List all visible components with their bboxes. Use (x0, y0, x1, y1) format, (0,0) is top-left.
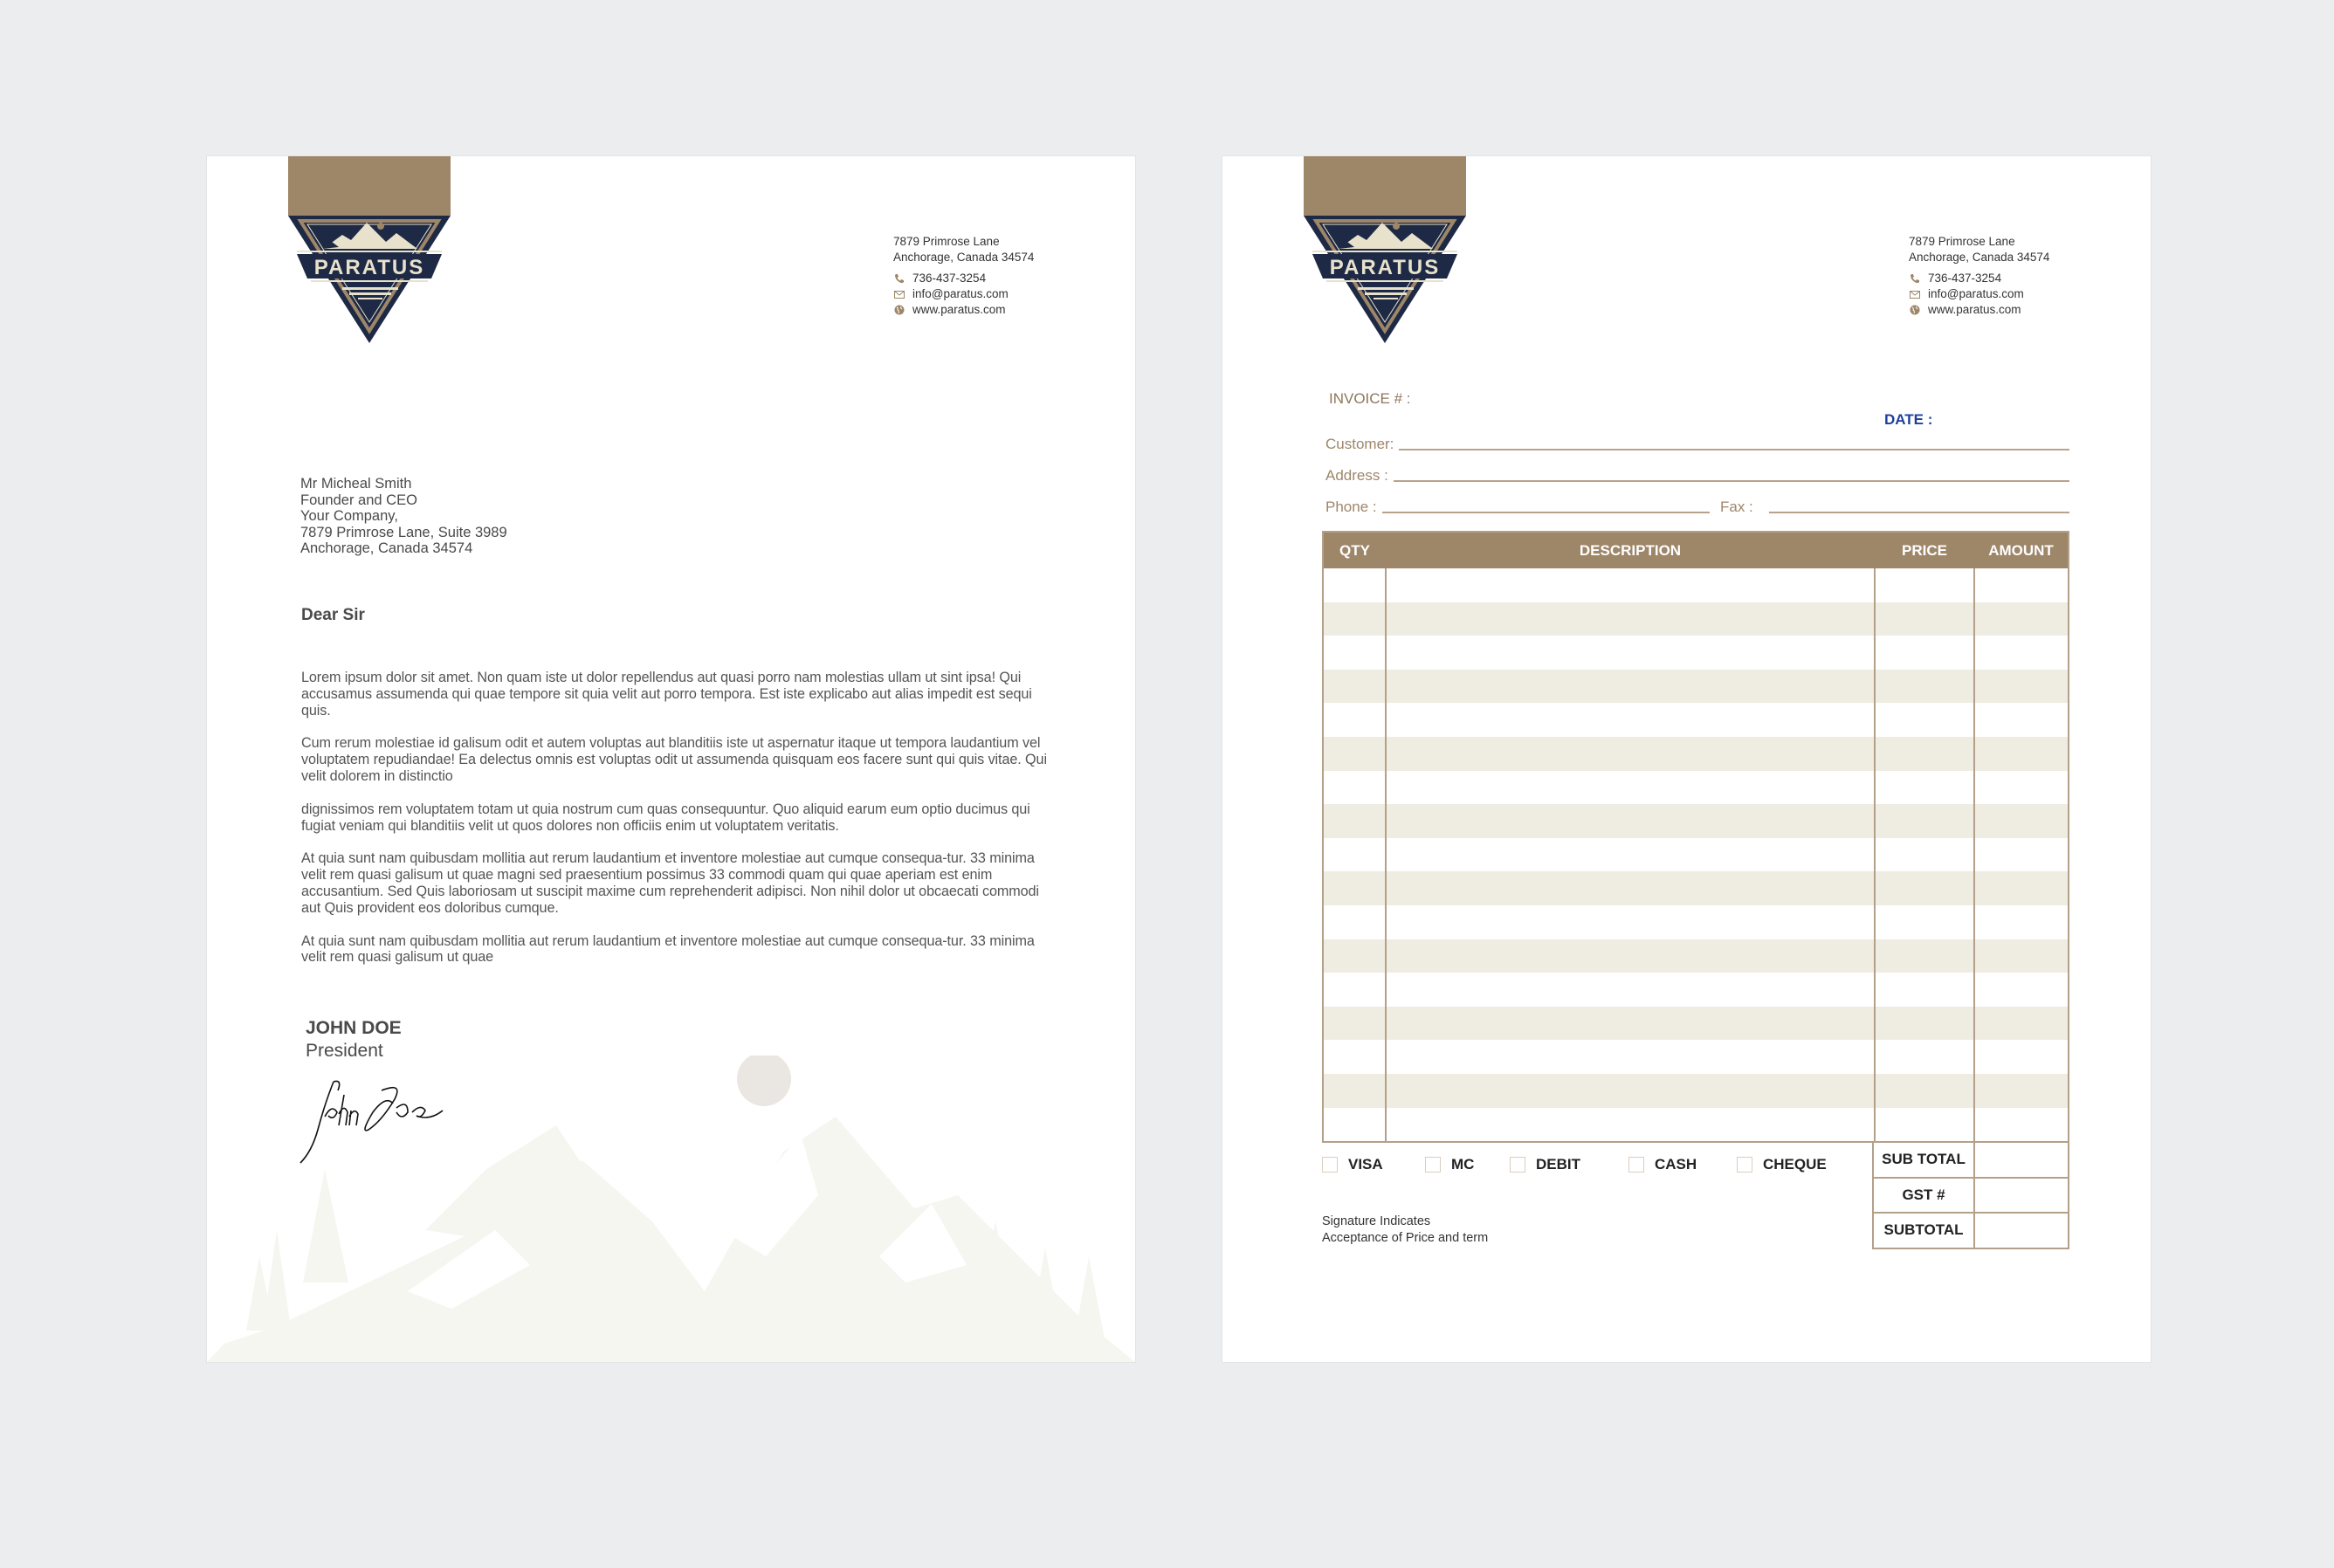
gst-row (1874, 1177, 2068, 1213)
recipient-company: Your Company, (300, 508, 398, 525)
paragraph: At quia sunt nam quibusdam mollitia aut rerum laudantium et inventore molestiae aut cumque consequa-tur. 33 minima velit rem quasi galisum ut quae magni sed praesentium possimus 33 commodi quam qui quae aperiam est enim accusantium. Sed Quis laboriosam ut suscipit maxime cum reprehenderit adipisci. Non nihil dolor ut obcaecati commodi aut Quis provident eos doloribus cumque. (301, 850, 1039, 916)
address-line-2: Anchorage, Canada 34574 (1909, 251, 2050, 264)
table-row[interactable] (1324, 973, 2068, 1007)
phone-text: 736-437-3254 (1928, 272, 2002, 285)
phone-icon (893, 272, 905, 285)
column-header-description: DESCRIPTION (1579, 541, 1682, 559)
table-row[interactable] (1324, 636, 2068, 670)
paragraph: At quia sunt nam quibusdam mollitia aut rerum laudantium et inventore molestiae aut cumque consequa-tur. 33 minima velit rem quasi galisum ut quae (301, 932, 1035, 966)
column-divider (1874, 568, 1876, 1141)
globe-icon (1909, 304, 1921, 316)
signature-note-line: Signature Indicates (1322, 1214, 1431, 1228)
phone-icon (1909, 272, 1921, 285)
address-line-1: 7879 Primrose Lane (893, 235, 1000, 248)
recipient-city: Anchorage, Canada 34574 (300, 540, 473, 557)
phone-label: Phone : (1325, 499, 1377, 515)
payment-label: MC (1451, 1156, 1475, 1173)
mail-icon (893, 288, 905, 300)
customer-label: Customer: (1325, 436, 1394, 452)
letter-body (301, 670, 1052, 982)
email-link[interactable]: info@paratus.com (1928, 287, 2024, 300)
table-row[interactable] (1324, 602, 2068, 636)
checkbox[interactable] (1737, 1157, 1752, 1173)
fax-input-line[interactable] (1769, 512, 2069, 513)
address-input-line[interactable] (1394, 480, 2069, 482)
recipient-address (300, 476, 507, 557)
date-label: DATE : (1884, 411, 1933, 428)
mail-icon (1909, 288, 1921, 300)
paragraph: Cum rerum molestiae id galisum odit et autem voluptas aut blanditiis iste ut aspernatur itaque ut tempora laudantium vel voluptatem repudiandae! Ea delectus omnis est voluptas odit ut assumenda quisquam eos facere sunt qui quis vitae. Qui velit dolorem in distinctio (301, 735, 1047, 784)
payment-option-debit[interactable] (1510, 1156, 1628, 1173)
letterhead-page (207, 156, 1135, 1362)
signature-note (1322, 1214, 1488, 1247)
recipient-title: Founder and CEO (300, 492, 417, 508)
gst-label: GST # (1874, 1179, 1975, 1213)
paragraph: Lorem ipsum dolor sit amet. Non quam iste ut dolor repellendus aut quasi porro nam molestias ullam ut sint ipsa! Qui accusamus assumenda qui quae tempore sit quia velit aut porro tempora. Est iste explicabo aut alias impedit est sequi quis. (301, 670, 1032, 719)
column-header-price: PRICE (1902, 541, 1947, 559)
website-link[interactable]: www.paratus.com (1928, 303, 2021, 316)
total-label: SUBTOTAL (1874, 1214, 1975, 1248)
svg-text:PARATUS: PARATUS (313, 256, 425, 279)
payment-methods (1322, 1156, 1827, 1173)
signer-name: JOHN DOE (306, 1018, 402, 1038)
svg-text:PARATUS: PARATUS (1329, 256, 1441, 279)
table-row[interactable] (1324, 568, 2068, 602)
total-row (1874, 1212, 2068, 1248)
checkbox[interactable] (1322, 1157, 1338, 1173)
payment-option-cheque[interactable] (1737, 1156, 1827, 1173)
email-link[interactable]: info@paratus.com (912, 287, 1009, 300)
phone-text: 736-437-3254 (912, 272, 987, 285)
brand-tab (1304, 156, 1466, 216)
invoice-number-label: INVOICE # : (1329, 390, 1411, 407)
recipient-name: Mr Micheal Smith (300, 476, 412, 492)
globe-icon (893, 304, 905, 316)
total-value[interactable] (1975, 1214, 2068, 1248)
salutation: Dear Sir (301, 606, 365, 624)
column-header-qty: QTY (1339, 541, 1370, 559)
address-line-2: Anchorage, Canada 34574 (893, 251, 1035, 264)
payment-option-mc[interactable] (1425, 1156, 1510, 1173)
invoice-page (1222, 156, 2151, 1362)
subtotal-row (1874, 1143, 2068, 1177)
address-label: Address : (1325, 467, 1388, 484)
contact-block (1909, 234, 2049, 318)
address-field[interactable] (1325, 467, 2069, 485)
table-row[interactable] (1324, 871, 2068, 905)
line-items-table (1322, 531, 2069, 1143)
signature-note-line: Acceptance of Price and term (1322, 1231, 1489, 1245)
payment-label: DEBIT (1536, 1156, 1580, 1173)
column-header-amount: AMOUNT (1988, 541, 2054, 559)
payment-option-cash[interactable] (1628, 1156, 1737, 1173)
contact-block (893, 234, 1034, 318)
table-row[interactable] (1324, 737, 2068, 771)
recipient-street: 7879 Primrose Lane, Suite 3989 (300, 524, 507, 540)
table-row[interactable] (1324, 670, 2068, 704)
paratus-logo-icon (288, 216, 451, 343)
gst-value[interactable] (1975, 1179, 2068, 1213)
phone-field[interactable] (1325, 499, 1710, 516)
signer-title: President (306, 1041, 383, 1061)
subtotal-label: SUB TOTAL (1874, 1143, 1975, 1177)
table-row[interactable] (1324, 804, 2068, 838)
table-header (1324, 533, 2068, 568)
totals-box (1872, 1141, 2069, 1249)
table-row[interactable] (1324, 939, 2068, 973)
table-row[interactable] (1324, 1108, 2068, 1142)
table-row[interactable] (1324, 1074, 2068, 1108)
paragraph: dignissimos rem voluptatem totam ut quia nostrum cum quas consequuntur. Quo aliquid earum eum optio ducimus qui fugiat veniam qui blanditiis velit ut quos dolores non officiis enim ut voluptatem veritatis. (301, 801, 1030, 834)
brand-tab (288, 156, 451, 216)
table-body (1324, 568, 2068, 1141)
checkbox[interactable] (1510, 1157, 1525, 1173)
customer-field[interactable] (1325, 436, 2069, 453)
paratus-logo-icon (1304, 216, 1466, 343)
table-row[interactable] (1324, 771, 2068, 805)
column-divider (1973, 568, 1975, 1141)
address-line-1: 7879 Primrose Lane (1909, 235, 2015, 248)
payment-label: VISA (1348, 1156, 1383, 1173)
payment-option-visa[interactable] (1322, 1156, 1425, 1173)
checkbox[interactable] (1628, 1157, 1644, 1173)
fax-field[interactable] (1720, 499, 2069, 516)
customer-input-line[interactable] (1399, 449, 2069, 450)
table-row[interactable] (1324, 703, 2068, 737)
checkbox[interactable] (1425, 1157, 1441, 1173)
payment-label: CHEQUE (1763, 1156, 1827, 1173)
column-divider (1385, 568, 1387, 1141)
phone-input-line[interactable] (1382, 512, 1710, 513)
table-row[interactable] (1324, 1040, 2068, 1074)
subtotal-value[interactable] (1975, 1143, 2068, 1177)
table-row[interactable] (1324, 905, 2068, 939)
website-link[interactable]: www.paratus.com (912, 303, 1006, 316)
table-row[interactable] (1324, 1007, 2068, 1041)
payment-label: CASH (1655, 1156, 1697, 1173)
fax-label: Fax : (1720, 499, 1753, 515)
table-row[interactable] (1324, 838, 2068, 872)
signature-icon (299, 1077, 447, 1165)
